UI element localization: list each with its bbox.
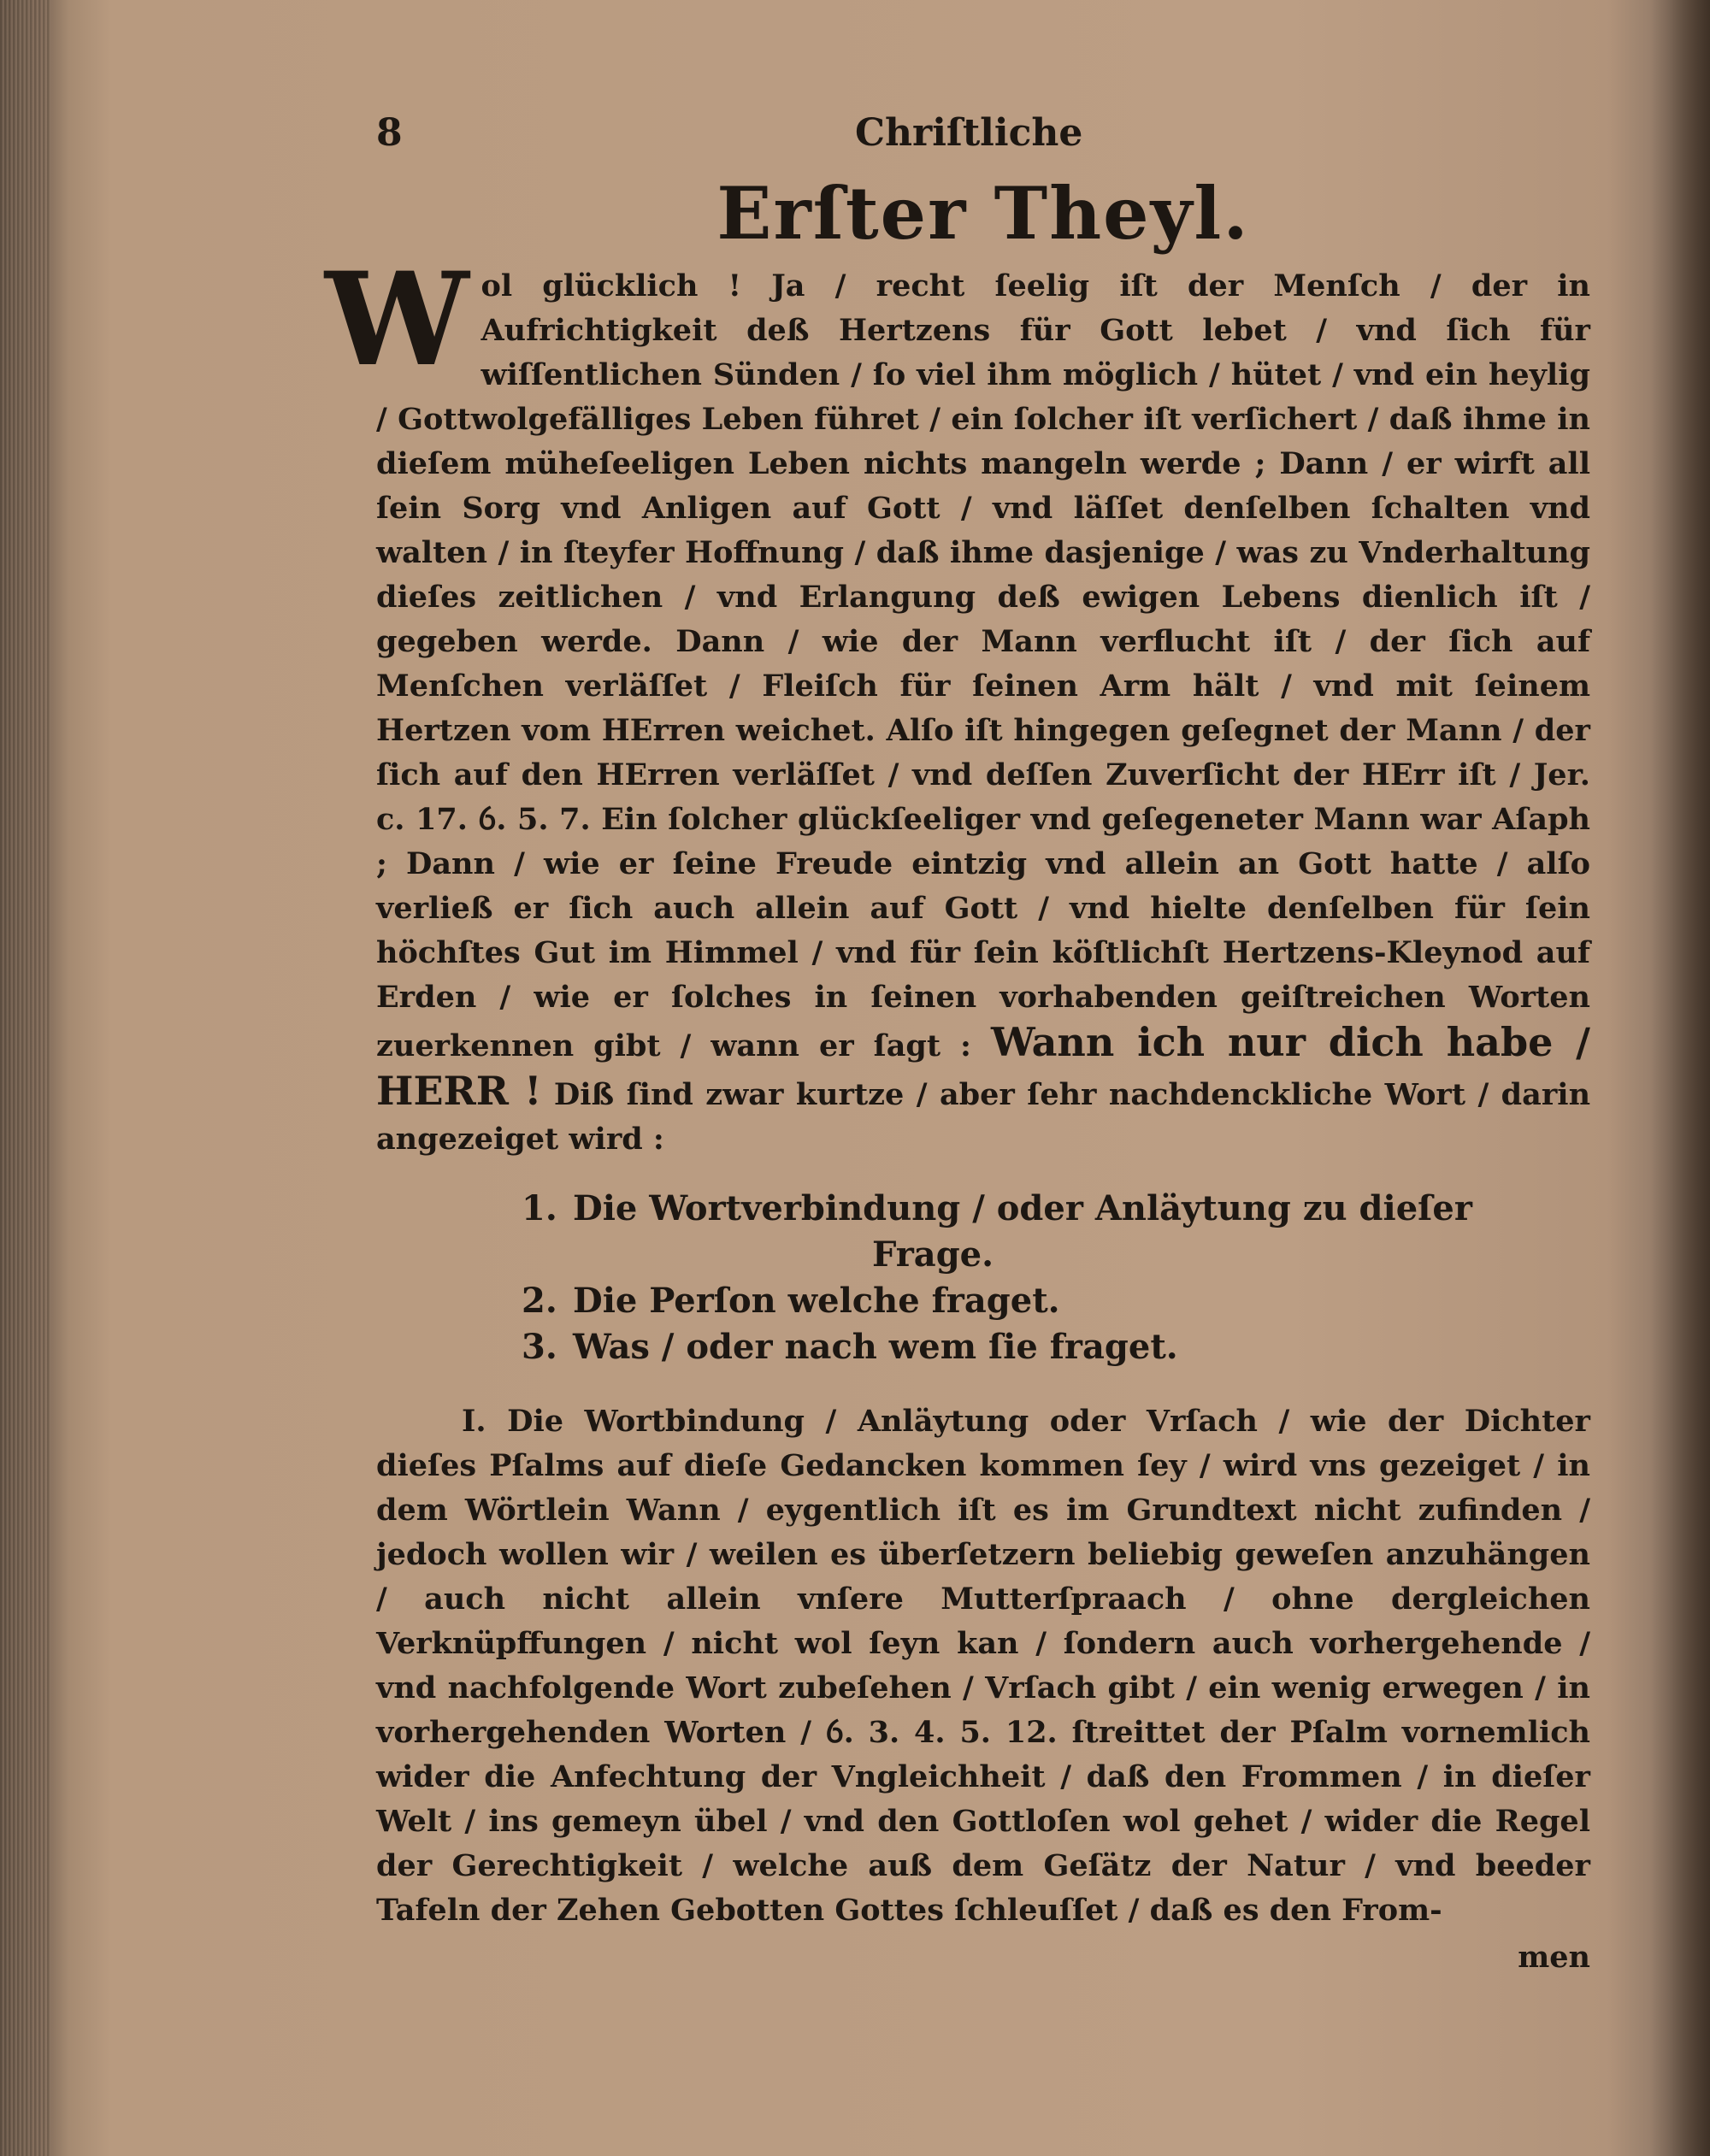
outline-text: Die Perſon welche fraget. bbox=[573, 1281, 1060, 1321]
outline-list bbox=[522, 1186, 1590, 1370]
outline-text: Was / oder nach wem ſie fraget. bbox=[573, 1327, 1178, 1367]
paragraph-1 bbox=[325, 244, 1591, 1162]
book-page-edges bbox=[0, 0, 51, 2156]
paragraph-2: I. Die Wortbindung / Anläytung oder Vrſach / wie der Dichter dieſes Pſalms auf dieſe Gedancken kommen ſey / wird vns gezeiget / in dem Wörtlein Wann / eygentlich iſt es im Grundtext nicht zufinden / jedoch wollen wir / weilen es überſetzern beliebig geweſen anzuhängen / auch nicht allein vnſere Mutterſpraach / ohne dergleichen Verknüpffungen / nicht wol ſeyn kan / ſondern auch vorhergehende / vnd nachfolgende Wort zubeſehen / Vrſach gibt / ein wenig erwegen / in vorhergehenden Worten / ỽ. 3. 4. 5. 12. ſtreittet der Pſalm vornemlich wider die Anfechtung der Vngleichheit / daß den Frommen / in dieſer Welt / ins gemeyn übel / vnd den Gottloſen wol gehet / wider die Regel der Gerechtigkeit / welche auß dem Geſätz der Natur / vnd beeder Tafeln der Zehen Gebotten Gottes ſchleuſſet / daß es den From- bbox=[376, 1404, 1590, 1928]
outline-item bbox=[522, 1186, 1590, 1278]
page-content bbox=[325, 103, 1591, 1975]
outline-continuation: Frage. bbox=[872, 1234, 994, 1275]
page-number: 8 bbox=[376, 111, 403, 155]
outline-item bbox=[522, 1324, 1590, 1370]
outline-number: 2. bbox=[522, 1281, 557, 1321]
catchword: men bbox=[1518, 1940, 1590, 1975]
page-header bbox=[376, 103, 1590, 171]
paragraph-1-text-b: Diß ſind zwar kurtze / aber ſehr nachdenckliche Wort / darin angezeiget wird : bbox=[376, 1077, 1591, 1157]
emphasized-quote: Wann ich nur dich habe / HERR ! bbox=[376, 1019, 1590, 1114]
outline-number: 1. bbox=[522, 1188, 557, 1228]
outline-number: 3. bbox=[522, 1327, 557, 1367]
paragraph-1-text-a: ol glücklich ! Ja / recht ſeelig iſt der Menſch / der in Aufrichtigkeit deß Hertzens für Gott lebet / vnd ſich für wiſſentlichen Sünden / ſo viel ihm möglich / hütet / vnd ein heylig / Gottwolgefälliges Leben führet / ein ſolcher iſt verſichert / daß ihme in dieſem müheſeeligen Leben nichts mangeln werde ; Dann / er wirft all ſein Sorg vnd Anligen auf Gott / vnd läſſet denſelben ſchalten vnd walten / in ſteyfer Hoffnung / daß ihme dasjenige / was zu Vnderhaltung dieſes zeitlichen / vnd Erlangung deß ewigen Lebens dienlich iſt / gegeben werde. Dann / wie der Mann verflucht iſt / der ſich auf Menſchen verläſſet / Fleiſch für ſeinen Arm hält / vnd mit ſeinem Hertzen vom HErren weichet. Alſo iſt hingegen geſegnet der Mann / der ſich auf den HErren verläſſet / vnd deſſen Zuverſicht der HErr iſt / Jer. c. 17. ỽ. 5. 7. Ein ſolcher glückſeeliger vnd geſegeneter Mann war Aſaph ; Dann / wie er ſeine Freude eintzig vnd allein an Gott hatte / alſo verließ er ſich auch allein auf Gott / vnd hielte denſelben für ſein höchſtes Gut im Himmel / vnd für ſein köſtlichſt Hertzens-Kleynod auf Erden / wie er ſolches in ſeinen vorhabenden geiſtreichen Worten zuerkennen gibt / wann er ſagt : bbox=[376, 268, 1590, 1063]
part-title: Erſter Theyl. bbox=[716, 171, 1250, 256]
drop-cap: W bbox=[325, 244, 469, 395]
gutter-shadow bbox=[1650, 0, 1710, 2156]
outline-text: Die Wortverbindung / oder Anläytung zu dieſer bbox=[573, 1188, 1472, 1228]
running-title: Chriſtliche bbox=[855, 111, 1083, 155]
outline-item bbox=[522, 1278, 1590, 1324]
